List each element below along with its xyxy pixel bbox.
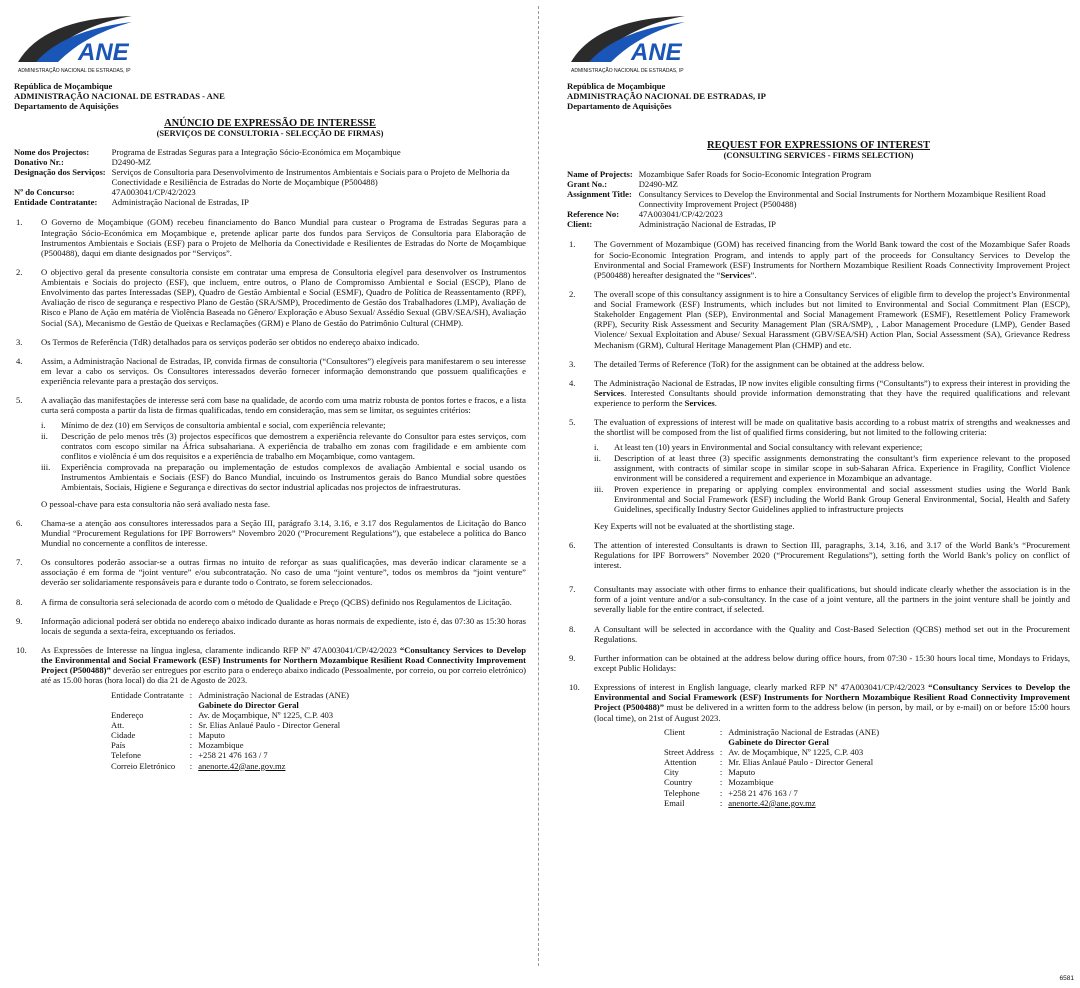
- project-details: Name of Projects: Mozambique Safer Roads for Socio-Economic Integration Program Grant No.: D2490-MZ Assignment Title: Consultancy Services to Develop the Environmental and Social Instruments for Northern Mozambique Resilient Road Connectivity Improvement Project (P500488) Reference No: 47A003041/CP/42/2023 Client: Administração Nacional de Estradas, IP: [567, 169, 1046, 230]
- issuer-header: [14, 82, 526, 112]
- department-line: Departamento de Aquisições: [14, 100, 119, 111]
- paragraph: 8. A Consultant will be selected in accordance with the Quality and Cost-Based Selection (QCBS) method set out in the Procurement Regulations.: [569, 623, 1070, 644]
- criterion: i. Mínimo de dez (10) em Serviços de consultoria ambiental e social, com experiência relevante;: [41, 419, 386, 430]
- paragraph: 4. Assim, a Administração Nacional de Estradas, IP, convida firmas de consultoria (“Consultores”) elegíveis para manifestarem o seu interesse em levar a cabo os serviços. Os Consultores interessados deverão fornecer informação demonstrando que possuem qualificações e experiência relevante para a prestação dos serviços.: [16, 355, 526, 387]
- paragraph: 3. Os Termos de Referência (TdR) detalhados para os serviços poderão ser obtidos no endereço abaixo indicado.: [16, 336, 420, 347]
- paragraph: 3. The detailed Terms of Reference (ToR) for the assignment can be obtained at the address below.: [569, 358, 925, 369]
- agency-line: ADMINISTRAÇÃO NACIONAL DE ESTRADAS, IP: [567, 90, 766, 101]
- svg-text:ADMINISTRAÇÃO NACIONAL DE ESTR: ADMINISTRAÇÃO NACIONAL DE ESTRADAS, IP: [18, 68, 131, 74]
- paragraph: 1. The Government of Mozambique (GOM) has received financing from the World Bank toward the cost of the Mozambique Safer Roads for Socio-Economic Integration Program, and intends to apply part of the proceeds for Consultancy Services to Develop the Environmental and Social Framework (ESF) Instruments for Northern Mozambique Resilient Roads Connectivity Improvement Project (P500488) hereafter designated the “Services”.: [569, 239, 1070, 280]
- svg-text:ANE: ANE: [631, 39, 682, 66]
- paragraph: 5. A avaliação das manifestações de interesse será com base na qualidade, de acordo com uma matriz robusta de pontos fortes e fracos, e a lista curta será composta a partir da lista de firmas qualificadas, tendo em consideração, mas sem se limitar, os seguintes critérios: i. Mínimo de dez (10) em Serviços de consultoria ambiental e social, com experiência relevante; ii. Descrição de pelo menos três (3) projectos específicos que demostrem a experiência relevante do Consultor para estes serviços, com contratos com escopo similar na África subsahariana. A experiência de trabalho em zonas com fragilidade e em ambiente com conflitos e violência é um dos requisitos e a experiência de trabalho em Moçambique, como vantagem. iii. Experiência comprovada na preparação ou implementação de estudos complexos de avaliação Ambiental e social usando os Instrumentos Ambientais e Sociais (ESF) do Banco Mundial, incuindo os Instrumentos gerais do Banco Mundial sobre questões Ambientais, Sociais, Higiene e Segurança e directivas do sector industrial aplicadas nos projectos de infraestruturas. O pessoal-chave para esta consultoria não será avaliado nesta fase.: [16, 395, 526, 509]
- svg-text:ANE: ANE: [78, 39, 129, 66]
- notice-paragraphs: [14, 217, 526, 770]
- paragraph: 2. The overall scope of this consultancy assignment is to hire a Consultancy Services of eligible firm to develop the project’s Environmental and Social Framework (ESF) Instruments, which includes but not limited to Environmental and Social Commitment Plan (ESCP), Stakeholder Engagement Plan (SEP), Environmental and Social Management Framework (ESMF), Resettlement Policy Framework (RPF), Security Risk Assessment and Security Management Plan (SRA/SMP), , Labor Management Procedure (LMP), Gender Based Violence/ Sexual Exploitation and Abuse/ Sexual Harassment (GBV/SEA/SH) Action Plan, Social Assessment (SA), Grievance Redress Mechanism (GRM), Cultural Heritage Management Plan (CHMP) and etc.: [569, 288, 1070, 350]
- paragraph: 9. Further information can be obtained at the address below during office hours, from 07:30 - 15:30 hours local time, Mondays to Fridays, except Public Holidays:: [569, 652, 1070, 673]
- submission-address: Client : Administração Nacional de Estradas (ANE) Gabinete do Director Geral Street Address : Av. de Moçambique, Nº 1225, C.P. 403 Attention : Mr. Elias Anlaué Paulo - Director General City : Maputo Country : Mozambique Telephone : +258 21 476 163 / 7 Email : anenorte.42@ane.gov.mz: [664, 726, 880, 808]
- project-details: Nome dos Projectos: Programa de Estradas Seguras para a Integração Sócio-Económica em Moçambique Donativo Nr.: D2490-MZ Designação dos Serviços: Serviços de Consultoria para Desenvolvimento de Instrumentos Ambientais e Sociais para o Projeto de Melhoria da Conectividade e Resiliência de Estradas do Norte de Moçambique (P500488) Nº do Concurso: 47A003041/CP/42/2023 Entidade Contratante: Administração Nacional de Estradas, IP: [14, 147, 510, 208]
- notice-paragraphs: [567, 239, 1070, 807]
- english-notice: [541, 0, 1080, 988]
- paragraph: 9. Informação adicional poderá ser obtida no endereço abaixo indicado durante as horas normais de expediente, isto é, das 07:30 as 15:30 horas locais de segunda a sexta-feira, exceptuando os feriados.: [16, 615, 526, 636]
- notice-subtitle: (SERVIÇOS DE CONSULTORIA - SELECÇÃO DE FIRMAS): [156, 129, 384, 139]
- page-code: 6581: [1059, 975, 1074, 982]
- paragraph: 10. Expressions of interest in English language, clearly marked RFP Nº 47A003041/CP/42/2023 “Consultancy Services to Develop the Environmental and Social Framework (ESF) Instruments for Northern Mozambique Resilient Road Connectivity Improvement Project (P500488)” must be delivered in a written form to the address below (in person, by mail, or by e-mail) on or before 15:00 hours (local time), on 21st of August 2023. Client : Administração Nacional de Estradas (ANE) Gabinete do Director Geral Street Address : Av. de Moçambique, Nº 1225, C.P. 403 Attention : Mr. Elias Anlaué Paulo - Director General City : Maputo Country : Mozambique Telephone : +258 21 476 163 / 7 Email : anenorte.42@ane.gov.mz: [569, 682, 1071, 808]
- paragraph: 1. O Governo de Moçambique (GOM) recebeu financiamento do Banco Mundial para custear o Programa de Estradas Seguras para a Integração Sócio-Económica em Moçambique e, pretende aplicar parte dos fundos para Serviços de Consultoria para Elaboração de Instrumentos Ambientais e Sociais (ESF) para o Projeto de Melhoria da Conectividade e Resilientes de Estradas do Norte de Moçambique (P500488), daqui em diante designados por “Serviços”.: [16, 217, 526, 258]
- column-divider: [538, 6, 539, 966]
- country-line: República de Moçambique: [14, 81, 113, 91]
- ane-logo: [567, 10, 1070, 74]
- paragraph: 7. Os consultores poderão associar-se a outras firmas no intuito de reforçar as suas qualificações, mas deverão indicar claramente se a associação é em forma de “joint venture” e/ou subcontratação. No caso de uma “joint venture”, todos os membros da “joint venture” deverão ser solidariamente responsáveis para e durante todo o Contrato, se forem seleccionados.: [16, 557, 526, 588]
- paragraph: 6. Chama-se a atenção aos consultores interessados para a Seção III, parágrafo 3.14, 3.16, e 3.17 dos Regulamentos de Licitação do Banco Mundial “Procurement Regulations for IPF Borrowers” Novembro 2020 (“Procurement Regulations”), que estabelece a política do Banco Mundial no concernente a conflitos de interesse.: [16, 517, 526, 549]
- svg-text:ADMINISTRAÇÃO NACIONAL DE ESTR: ADMINISTRAÇÃO NACIONAL DE ESTRADAS, IP: [571, 68, 684, 74]
- paragraph: 5. The evaluation of expressions of interest will be made on qualitative basis according to a robust matrix of strengths and weaknesses and the shortlist will be composed from the list of qualified firms considering, but not limited to the following criteria: i. At least ten (10) years in Environmental and Social consultancy with relevant experience; ii. Description of at least three (3) specific assignments demonstrating the consultant’s firm experience relevant to the proposed assignment, with contracts of similar scope in similar scope in sub-Saharan Africa. Experience in Fragility, Conflict Violence environment will be considered a requirement and experience in Mozambique an advantage. iii. Proven experience in preparing or applying complex environmental and social assessment studies using the World Bank Environmental and Social Framework (ESF) including the World Bank Group General Environmental, Social, Health and Safety Guidelines, specifically Industry Sector Guidelines applied to infrastructure projects Key Experts will not be evaluated at the shortlisting stage.: [569, 417, 1070, 531]
- criteria-list: [594, 442, 1070, 515]
- criterion: iii. Proven experience in preparing or applying complex environmental and social assessment studies using the World Bank Environmental and Social Framework (ESF) including the World Bank Group General Environmental, Social, Health and Safety Guidelines, specifically Industry Sector Guidelines applied to infrastructure projects: [594, 484, 1070, 515]
- road-logo-icon: [567, 12, 717, 74]
- paragraph: 10. As Expressões de Interesse na língua inglesa, claramente indicando RFP Nº 47A003041/CP/42/2023 “Consultancy Services to Develop the Environmental and Social Framework (ESF) Instruments for Northern Mozambique Resilient Road Connectivity Improvement Project (P500488)” deverão ser entregues por escrito para o endereço abaixo indicado (Pessoalmente, por correio, ou por correio eletrónico) até as 15.00 horas (hora local) do dia 21 de Agosto de 2023. Entidade Contratante : Administração Nacional de Estradas (ANE) Gabinete do Director Geral Endereço : Av. de Moçambique, Nº 1225, C.P. 403 Att. : Sr. Elias Anlaué Paulo - Director General Cidade : Maputo País : Mozambique Telefone : +258 21 476 163 / 7 Correio Eletrónico : anenorte.42@ane.gov.mz: [16, 645, 526, 771]
- paragraph: 6. The attention of interested Consultants is drawn to Section III, paragraphs, 3.14, 3.16, and 3.17 of the World Bank’s “Procurement Regulations for IPF Borrowers” November 2020 (“Procurement Regulations”), setting forth the World Bank’s policy on conflict of interest.: [569, 539, 1070, 571]
- notice-subtitle: (CONSULTING SERVICES - FIRMS SELECTION): [723, 151, 914, 161]
- country-line: República de Moçambique: [567, 81, 666, 91]
- issuer-header: [567, 82, 1070, 112]
- paragraph: 2. O objectivo geral da presente consultoria consiste em contratar uma empresa de Consultoria elegível para desenvolver os Instrumentos Ambientais e Sociais do projecto (ESF), que incluem, entre outros, o Plano de Compromisso Ambiental e Social (ESCP), Plano de Envolvimento das partes Interessadas (SEP), Quadro de Gestão Ambiental e Social (ESMF), Quadro de Política de Reassentamento (RPF), Avaliação de risco de segurança e respectivo Plano de Gestão (SRA/SMP), Procedimento de Gestão dos Trabalhadores (LMP), Avaliação de Risco e Plano de Ação em matéria de Violência Baseada no Gênero/ Exploração e Abuso Sexual/ Assédio Sexual (GBV/SEA/SH), Avaliação Social (SA), Mecanismo de Gestão de Queixas e Reclamações (GRM) e Plano de Gestão do Patrimônio Cultural (CHMP).: [16, 266, 526, 328]
- criterion: i. At least ten (10) years in Environmental and Social consultancy with relevant experience;: [594, 441, 923, 452]
- portuguese-notice: [0, 0, 538, 988]
- key-experts-note: Key Experts will not be evaluated at the shortlisting stage.: [594, 520, 795, 531]
- paragraph: 8. A firma de consultoria será selecionada de acordo com o método de Qualidade e Preço (QCBS) definido nos Regulamentos de Licitação.: [16, 596, 512, 607]
- email-link[interactable]: anenorte.42@ane.gov.mz: [728, 797, 816, 808]
- key-staff-note: O pessoal-chave para esta consultoria não será avaliado nesta fase.: [41, 498, 271, 509]
- paragraph: 4. The Administração Nacional de Estradas, IP now invites eligible consulting firms (“Consultants”) to express their interest in providing the Services. Interested Consultants should provide information demonstrating that they have the required qualifications and relevant experience to perform the Services.: [569, 377, 1070, 409]
- notice-title: REQUEST FOR EXPRESSIONS OF INTEREST: [707, 139, 930, 151]
- email-link[interactable]: anenorte.42@ane.gov.mz: [198, 760, 286, 771]
- criterion: iii. Experiência comprovada na preparação ou implementação de estudos complexos de avaliação Ambiental e social usando os Instrumentos Ambientais e Sociais (ESF) do Banco Mundial, incuindo os Instrumentos gerais do Banco Mundial sobre questões Ambientais, Sociais, Higiene e Segurança e directivas do sector industrial aplicadas nos projectos de infraestruturas.: [41, 462, 526, 493]
- paragraph: 7. Consultants may associate with other firms to enhance their qualifications, but should indicate clearly whether the association is in the form of a joint venture and/or a sub-consultancy. In the case of a joint venture, all the partners in the joint venture shall be jointly and severally liable for the entire contract, if selected.: [569, 584, 1070, 615]
- criterion: ii. Description of at least three (3) specific assignments demonstrating the consultant’s firm experience relevant to the proposed assignment, with contracts of similar scope in similar scope in sub-Saharan Africa. Experience in Fragility, Conflict Violence environment will be considered a requirement and experience in Mozambique an advantage.: [594, 452, 1070, 484]
- ane-logo: [14, 10, 526, 74]
- agency-line: ADMINISTRAÇÃO NACIONAL DE ESTRADAS - ANE: [14, 90, 225, 101]
- notice-title: ANÚNCIO DE EXPRESSÃO DE INTERESSE: [164, 117, 376, 129]
- submission-address: Entidade Contratante : Administração Nacional de Estradas (ANE) Gabinete do Director Geral Endereço : Av. de Moçambique, Nº 1225, C.P. 403 Att. : Sr. Elias Anlaué Paulo - Director General Cidade : Maputo País : Mozambique Telefone : +258 21 476 163 / 7 Correio Eletrónico : anenorte.42@ane.gov.mz: [111, 689, 350, 771]
- road-logo-icon: [14, 12, 164, 74]
- department-line: Departamento de Aquisições: [567, 100, 672, 111]
- criteria-list: [41, 420, 526, 493]
- criterion: ii. Descrição de pelo menos três (3) projectos específicos que demostrem a experiência relevante do Consultor para estes serviços, com contratos com escopo similar na África subsahariana. A experiência de trabalho em zonas com fragilidade e em ambiente com conflitos e violência é um dos requisitos e a experiência de trabalho em Moçambique, como vantagem.: [41, 430, 526, 462]
